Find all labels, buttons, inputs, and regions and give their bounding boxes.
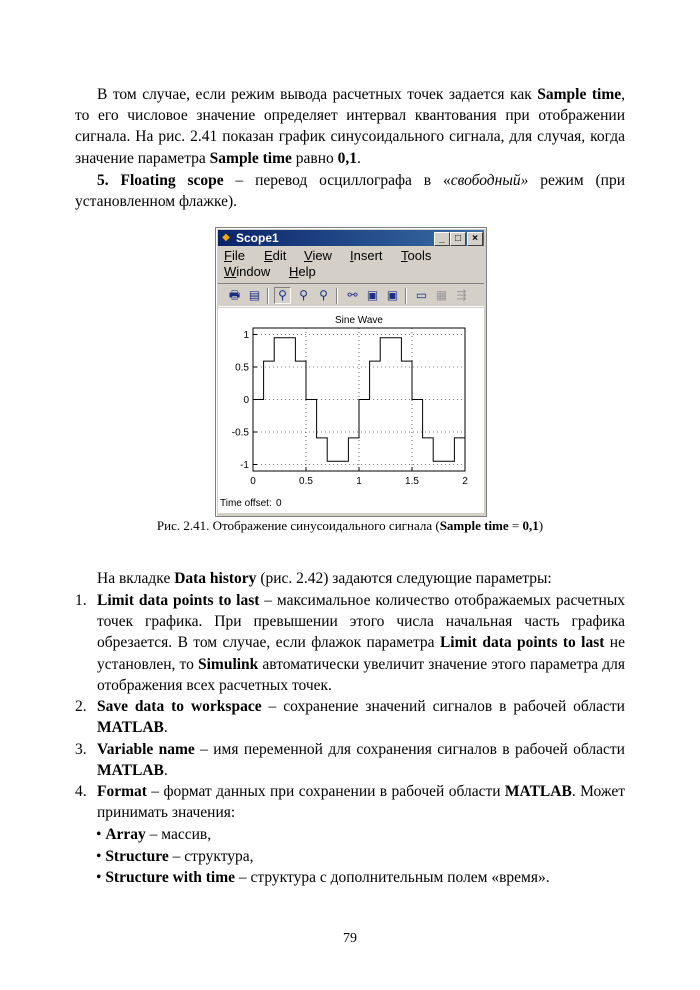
term: Format [97, 783, 147, 800]
minimize-button[interactable]: _ [434, 232, 450, 246]
term: MATLAB [504, 783, 572, 800]
y-tick-label: -0.5 [231, 427, 249, 439]
term: Simulink [197, 655, 259, 673]
term: Sample time [439, 518, 509, 533]
term: Limit data points to last [439, 634, 605, 652]
menu-window[interactable] [224, 264, 270, 279]
title-bar[interactable] [218, 230, 484, 246]
text: – перевод осциллографа в « [223, 172, 451, 189]
list-item [75, 781, 625, 823]
lock-axes-icon[interactable]: ▦ [435, 288, 448, 302]
accel-key: E [264, 248, 273, 263]
toolbar-separator [405, 288, 407, 304]
x-tick-label: 0 [250, 476, 256, 487]
text: режим (при установленном флажке). [75, 172, 625, 211]
accel-key: H [289, 264, 299, 279]
time-offset-value: 0 [276, 498, 282, 509]
list-item [75, 590, 625, 696]
term: Array [105, 826, 146, 843]
term-sample-time: Sample time [537, 86, 622, 103]
text: , то его числовое значение определяет интервал квантования при отображении сигнала. На рис. 2.41 показан график синусоидального сигнала, для случая, когда значение параметра [75, 86, 625, 167]
zoom-y-icon[interactable]: ⚲ [319, 288, 328, 302]
print-icon[interactable]: 🖶 [228, 288, 241, 302]
text: – формат данных при сохранении в рабочей области [146, 783, 505, 800]
y-tick-label: -1 [240, 460, 249, 471]
term: Structure with time [105, 869, 236, 886]
term-sample-time: Sample time [209, 149, 292, 167]
restore-axes-icon[interactable]: ▣ [386, 288, 399, 302]
menu-label: ile [231, 248, 245, 263]
bullet-icon: • [96, 869, 102, 886]
y-tick-label: 0 [243, 395, 249, 406]
save-axes-icon[interactable]: ▣ [366, 288, 379, 302]
x-tick-label: 1.5 [405, 476, 419, 487]
menu-edit[interactable] [264, 248, 286, 263]
list-number: 3. [75, 741, 87, 758]
x-tick-label: 1 [356, 476, 362, 487]
term: MATLAB [97, 762, 164, 780]
text: . [163, 762, 168, 780]
accel-key: V [304, 248, 313, 263]
menu-label: iew [312, 248, 332, 263]
list-number: 4. [75, 783, 87, 800]
paragraph-floating-scope [75, 170, 625, 212]
text: . [163, 719, 168, 737]
list-item [75, 696, 625, 738]
bullet-icon: • [96, 848, 102, 865]
text: – массив, [145, 826, 212, 843]
scope-window [215, 227, 487, 517]
menu-label: dit [272, 248, 287, 263]
bullet-item [96, 824, 211, 845]
text: не установлен, то [97, 634, 625, 673]
text: . Может принимать значения: [97, 783, 625, 822]
close-button[interactable]: × [467, 232, 483, 246]
menu-label: indow [236, 264, 271, 279]
menu-help[interactable] [289, 264, 316, 279]
x-tick-label: 2 [462, 476, 468, 487]
maximize-button[interactable]: □ [450, 232, 466, 246]
accel-key: W [224, 264, 237, 279]
page-number: 79 [343, 931, 357, 946]
accel-key: T [401, 248, 408, 263]
menu-file[interactable] [224, 248, 245, 263]
value: 0,1 [522, 518, 539, 533]
zoom-icon[interactable]: ⚲ [274, 287, 291, 304]
emphasis: свободный» [450, 172, 529, 189]
zoom-x-icon[interactable]: ⚲ [299, 288, 308, 302]
y-tick-label: 1 [243, 330, 249, 341]
text: В том случае, если режим вывода расчетных точек задается как [97, 86, 538, 103]
list-item [75, 739, 625, 781]
floating-scope-icon[interactable]: ▭ [415, 288, 428, 302]
menu-label: nsert [353, 248, 383, 263]
term-data-history: Data history [174, 570, 257, 587]
text: – имя переменной для сохранения сигналов в рабочей области [194, 741, 625, 758]
plot-area [218, 308, 484, 513]
accel-key: I [350, 248, 354, 263]
x-tick-label: 0.5 [299, 476, 313, 487]
term: Structure [105, 848, 169, 865]
autoscale-icon[interactable]: ⚯ [347, 288, 358, 302]
term: MATLAB [97, 719, 164, 737]
text: – максимальное количество отображаемых расчетных точек графика. При превышении этого числа начальная часть графика обрезается. В том случае, если флажок параметра [97, 592, 625, 652]
accel-key: F [224, 248, 232, 263]
term-floating-scope: 5. Floating scope [97, 172, 224, 189]
text: На вкладке [97, 570, 175, 587]
term: Variable name [97, 741, 195, 758]
menu-tools[interactable] [401, 248, 431, 263]
sine-wave-chart [218, 308, 484, 513]
y-tick-label: 0.5 [235, 362, 249, 374]
text: автоматически увеличит значение этого параметра для отображения всех расчетных точек. [97, 655, 625, 694]
term: Save data to workspace [97, 698, 262, 715]
window-title: Scope1 [236, 231, 279, 245]
text: Рис. 2.41. Отображение синусоидального сигнала ( [156, 518, 440, 533]
term: Limit data points to last [97, 592, 260, 609]
text: – сохранение значений сигналов в рабочей области [261, 698, 625, 715]
toolbar [218, 283, 484, 307]
text: – структура с дополнительным полем «время». [235, 869, 550, 886]
text: – структура, [168, 848, 254, 865]
menu-label: elp [298, 264, 316, 279]
list-number: 1. [75, 592, 87, 609]
chart-title: Sine Wave [335, 315, 383, 326]
bullet-item [96, 846, 254, 867]
text: равно [291, 149, 338, 167]
bullet-icon: • [96, 826, 102, 843]
figure-caption [0, 518, 700, 534]
bullet-item [96, 867, 550, 888]
menu-insert[interactable] [350, 248, 383, 263]
toolbar-separator [267, 288, 269, 304]
text: (рис. 2.42) задаются следующие параметры: [256, 570, 552, 587]
paragraph-data-history [75, 568, 625, 589]
menu-view[interactable] [304, 248, 332, 263]
text: = [508, 518, 523, 533]
list-number: 2. [75, 698, 87, 715]
menu-label: ools [407, 248, 432, 263]
toolbar-separator [336, 288, 338, 304]
time-offset-label: Time offset: [220, 498, 272, 509]
paragraph-sample-time [75, 84, 625, 169]
signal-selection-icon[interactable]: ⇶ [456, 288, 467, 302]
value: 0,1 [337, 149, 358, 167]
text: ) [538, 518, 544, 533]
simulink-logo-icon: ◆ [222, 232, 230, 243]
parameters-icon[interactable]: ▤ [248, 288, 261, 302]
text: . [357, 149, 361, 167]
